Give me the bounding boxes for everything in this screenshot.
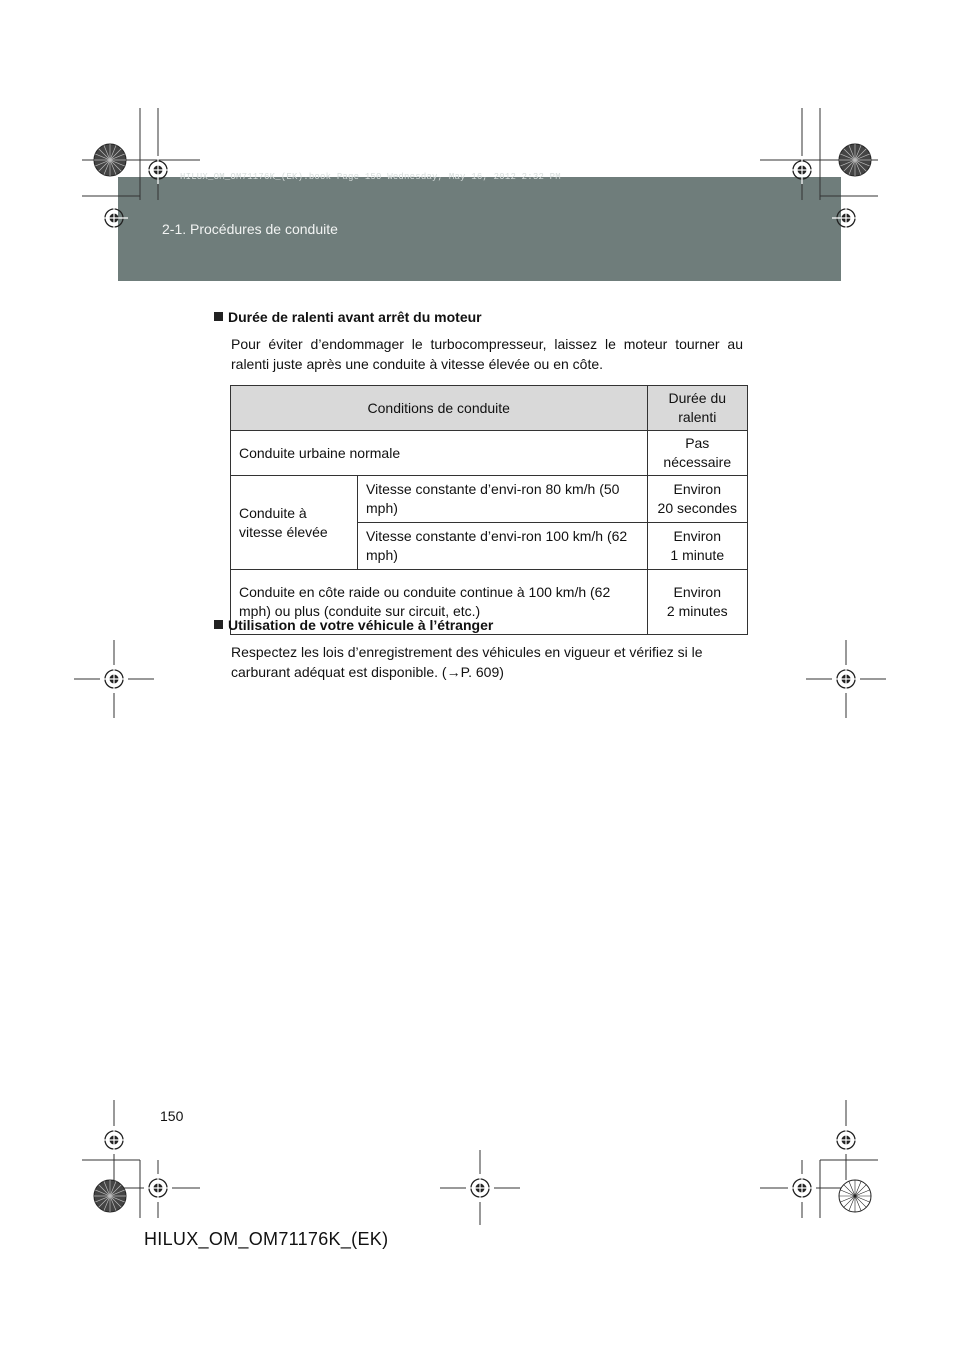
- table-cell-condition: Vitesse constante d’envi-ron 100 km/h (62 mph): [358, 523, 648, 570]
- table-cell-duration: Pas nécessaire: [647, 431, 747, 476]
- footer-document-code: HILUX_OM_OM71176K_(EK): [144, 1229, 389, 1249]
- duration-line: 1 minute: [670, 547, 725, 563]
- table-header-conditions: Conditions de conduite: [231, 386, 648, 431]
- section-title: 2-1. Procédures de conduite: [162, 221, 338, 237]
- heading-text: Durée de ralenti avant arrêt du moteur: [228, 309, 482, 325]
- table-cell-condition: Conduite en côte raide ou conduite continue à 100 km/h (62 mph) ou plus (conduite sur circuit, etc.): [231, 570, 648, 635]
- page-number: 150: [160, 1108, 184, 1124]
- table-header-duration: Durée du ralenti: [647, 386, 747, 431]
- duration-line: Environ: [673, 528, 721, 544]
- table-cell-group: Conduite à vitesse élevée: [231, 476, 358, 570]
- paragraph-idle: Pour éviter d’endommager le turbocompresseur, laissez le moteur tourner au ralenti juste après une conduite à vitesse élevée ou en côte.: [231, 336, 743, 372]
- duration-line: 2 minutes: [666, 603, 728, 619]
- paragraph-abroad: Respectez les lois d’enregistrement des véhicules en vigueur et vérifiez si le carburant adéquat est disponible. (→P. 609): [231, 644, 703, 680]
- duration-line: Environ: [673, 481, 721, 497]
- print-stamp: HILUX_OM_OM71176K_(EK).book Page 150 Wednesday, May 16, 2012 2:32 PM: [180, 172, 561, 182]
- table-cell-condition: Vitesse constante d’envi-ron 80 km/h (50 mph): [358, 476, 648, 523]
- table-cell-condition: Conduite urbaine normale: [231, 431, 648, 476]
- duration-line: 20 secondes: [657, 500, 737, 516]
- duration-line: Environ: [673, 584, 721, 600]
- heading-text: Utilisation de votre véhicule à l’étranger: [228, 617, 494, 633]
